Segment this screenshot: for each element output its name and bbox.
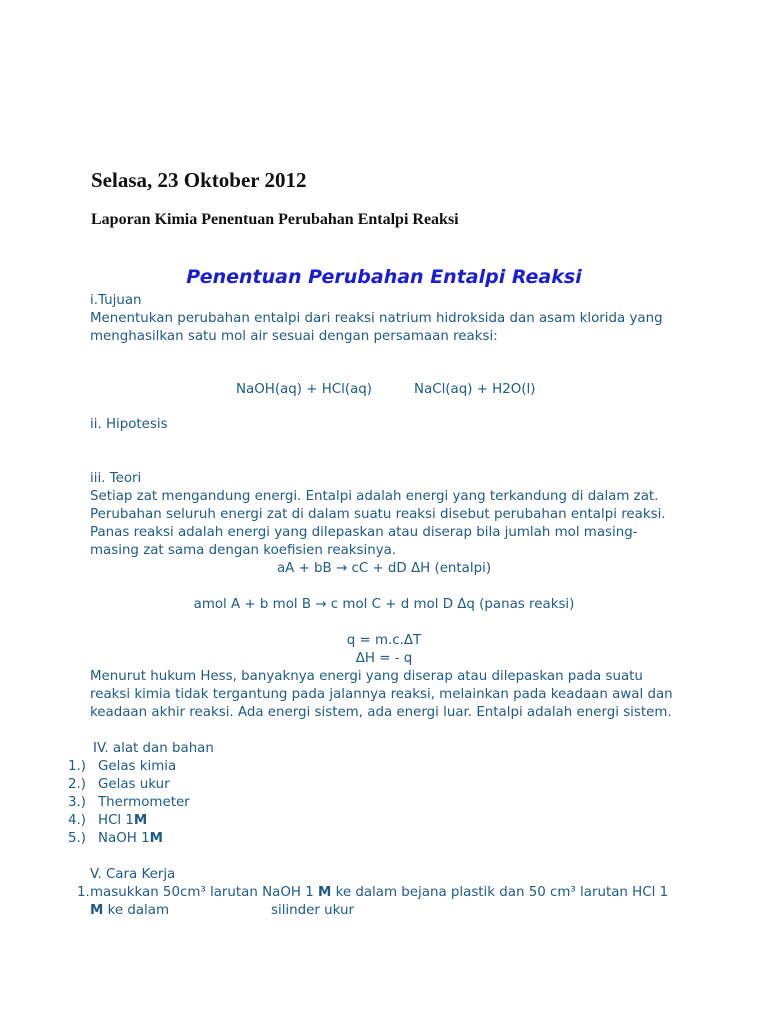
step-text: masukkan 50cm³ larutan NaOH 1 (90, 885, 318, 900)
document-heading: Penentuan Perubahan Entalpi Reaksi (186, 266, 582, 288)
hess-line: Menurut hukum Hess, banyaknya energi yang diserap atau dilepaskan pada suatu (90, 669, 643, 684)
list-item (68, 812, 147, 830)
equation-left: NaOH(aq) + HCl(aq) (236, 382, 373, 397)
step-line (90, 902, 169, 920)
teori-equation-3: q = m.c.ΔT (346, 633, 422, 648)
list-text: Gelas kimia (98, 759, 177, 774)
step-text-bold: M (318, 885, 332, 900)
hess-line: reaksi kimia tidak tergantung pada jalannya reaksi, melainkan pada keadaan awal dan (90, 687, 673, 702)
equation-right: NaCl(aq) + H2O(l) (414, 382, 536, 397)
step-text: ke dalam bejana plastik dan 50 cm³ larutan HCl 1 (331, 885, 669, 900)
list-number: 2.) (68, 777, 87, 792)
teori-line: Setiap zat mengandung energi. Entalpi adalah energi yang terkandung di dalam zat. (90, 489, 659, 504)
teori-equation-2: amol A + b mol B → c mol C + d mol D Δq (panas reaksi) (193, 597, 575, 612)
list-text-bold: M (149, 831, 163, 846)
section-hipotesis-label: ii. Hipotesis (90, 417, 168, 432)
tujuan-line: Menentukan perubahan entalpi dari reaksi natrium hidroksida dan asam klorida yang (90, 311, 663, 326)
section-alat-label: IV. alat dan bahan (93, 741, 214, 756)
step-text-bold: M (90, 903, 104, 918)
teori-line: Panas reaksi adalah energi yang dilepaskan atau diserap bila jumlah mol masing- (90, 525, 638, 540)
list-item (68, 758, 176, 776)
post-date: Selasa, 23 Oktober 2012 (91, 168, 307, 192)
step-text: ke dalam (103, 903, 170, 918)
teori-equation-4: ΔH = - q (355, 651, 413, 666)
list-item (68, 776, 170, 794)
tujuan-line: menghasilkan satu mol air sesuai dengan persamaan reaksi: (90, 329, 498, 344)
section-teori-label: iii. Teori (90, 471, 142, 486)
step-number: 1. (77, 885, 90, 900)
teori-equation-1: aA + bB → cC + dD ΔH (entalpi) (276, 561, 492, 576)
list-text: Gelas ukur (98, 777, 170, 792)
post-title: Laporan Kimia Penentuan Perubahan Entalpi Reaksi (91, 211, 459, 228)
step-text: silinder ukur (271, 903, 354, 918)
teori-line: Perubahan seluruh energi zat di dalam suatu reaksi disebut perubahan entalpi reaksi. (90, 507, 666, 522)
section-cara-label: V. Cara Kerja (90, 867, 176, 882)
list-text: NaOH 1 (98, 831, 150, 846)
list-item (68, 830, 163, 848)
list-text: Thermometer (98, 795, 190, 810)
hess-line: keadaan akhir reaksi. Ada energi sistem, ada energi luar. Entalpi adalah energi sistem. (90, 705, 672, 720)
section-tujuan-label: i.Tujuan (90, 293, 142, 308)
list-text-bold: M (133, 813, 148, 828)
list-number: 4.) (68, 813, 87, 828)
list-number: 3.) (68, 795, 87, 810)
step-line (77, 884, 668, 902)
list-number: 5.) (68, 831, 87, 846)
list-text: HCl 1 (98, 813, 134, 828)
teori-line: masing zat sama dengan koefisien reaksinya. (90, 543, 397, 558)
list-number: 1.) (68, 759, 87, 774)
list-item (68, 794, 190, 812)
